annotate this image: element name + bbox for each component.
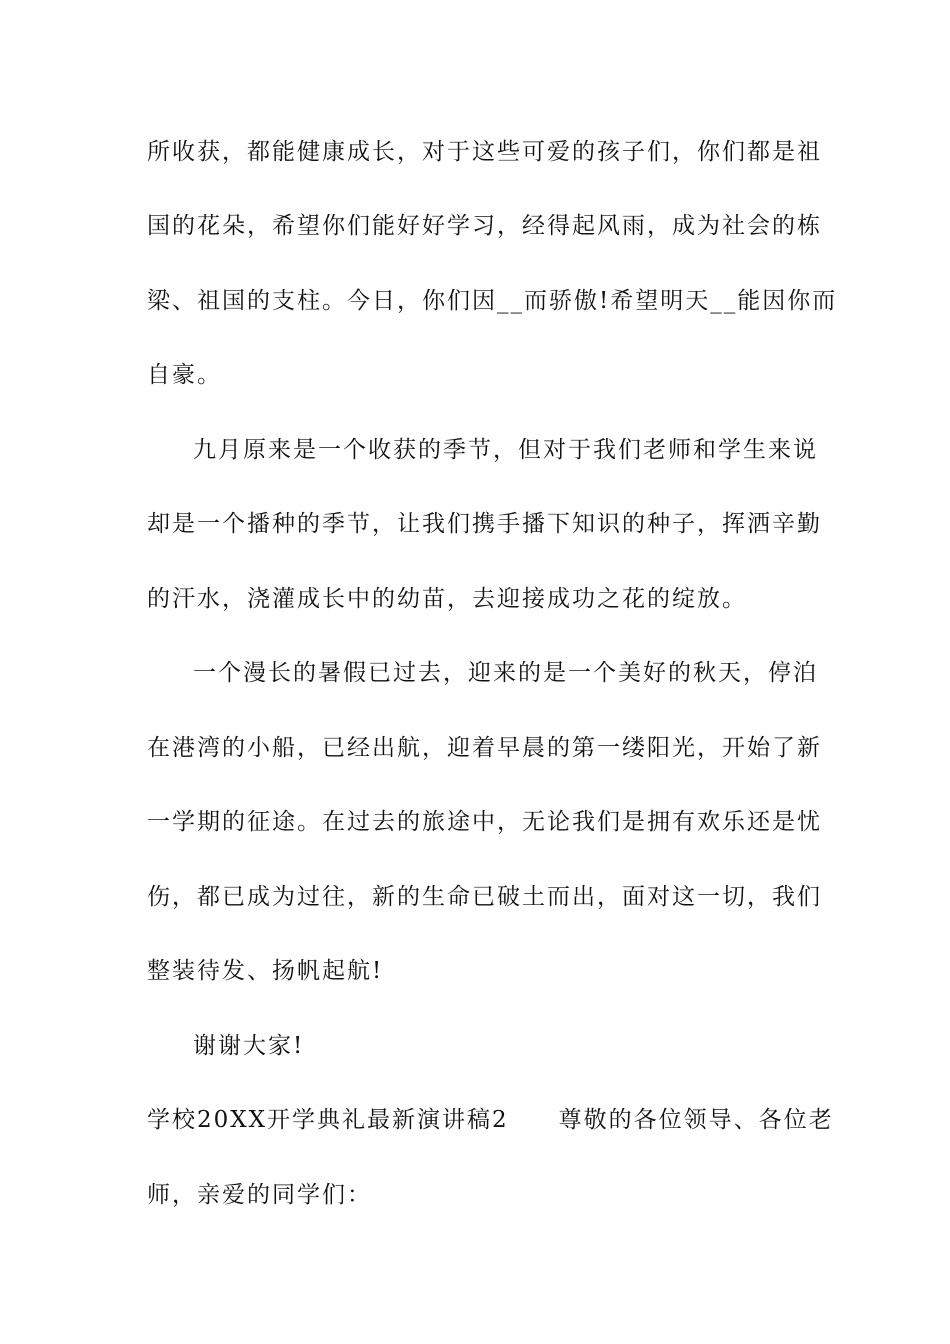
paragraph-line: 一个漫长的暑假已过去，迎来的是一个美好的秋天，停泊	[193, 660, 818, 686]
section-heading-line: 学校20XX开学典礼最新演讲稿2 尊敬的各位领导、各位老	[147, 1107, 834, 1133]
paragraph-line: 国的花朵，希望你们能好好学习，经得起风雨，成为社会的栋	[147, 213, 822, 239]
paragraph-line: 谢谢大家!	[193, 1033, 305, 1059]
paragraph-line: 整装待发、扬帆起航!	[147, 958, 384, 984]
salutation-line: 师，亲爱的同学们：	[147, 1182, 372, 1208]
paragraph-line: 一学期的征途。在过去的旅途中，无论我们是拥有欢乐还是忧	[147, 809, 822, 835]
paragraph-line: 自豪。	[147, 362, 222, 388]
paragraph-line: 伤，都已成为过往，新的生命已破土而出，面对这一切，我们	[147, 884, 822, 910]
paragraph-line: 却是一个播种的季节，让我们携手播下知识的种子，挥洒辛勤	[147, 511, 822, 537]
paragraph-line: 的汗水，浇灌成长中的幼苗，去迎接成功之花的绽放。	[147, 586, 747, 612]
paragraph-line: 九月原来是一个收获的季节，但对于我们老师和学生来说	[193, 437, 818, 463]
paragraph-line: 在港湾的小船，已经出航，迎着早晨的第一缕阳光，开始了新	[147, 735, 822, 761]
paragraph-line: 所收获，都能健康成长，对于这些可爱的孩子们，你们都是祖	[147, 139, 822, 165]
paragraph-line: 梁、祖国的支柱。今日，你们因__而骄傲!希望明天__能因你而	[147, 288, 838, 314]
